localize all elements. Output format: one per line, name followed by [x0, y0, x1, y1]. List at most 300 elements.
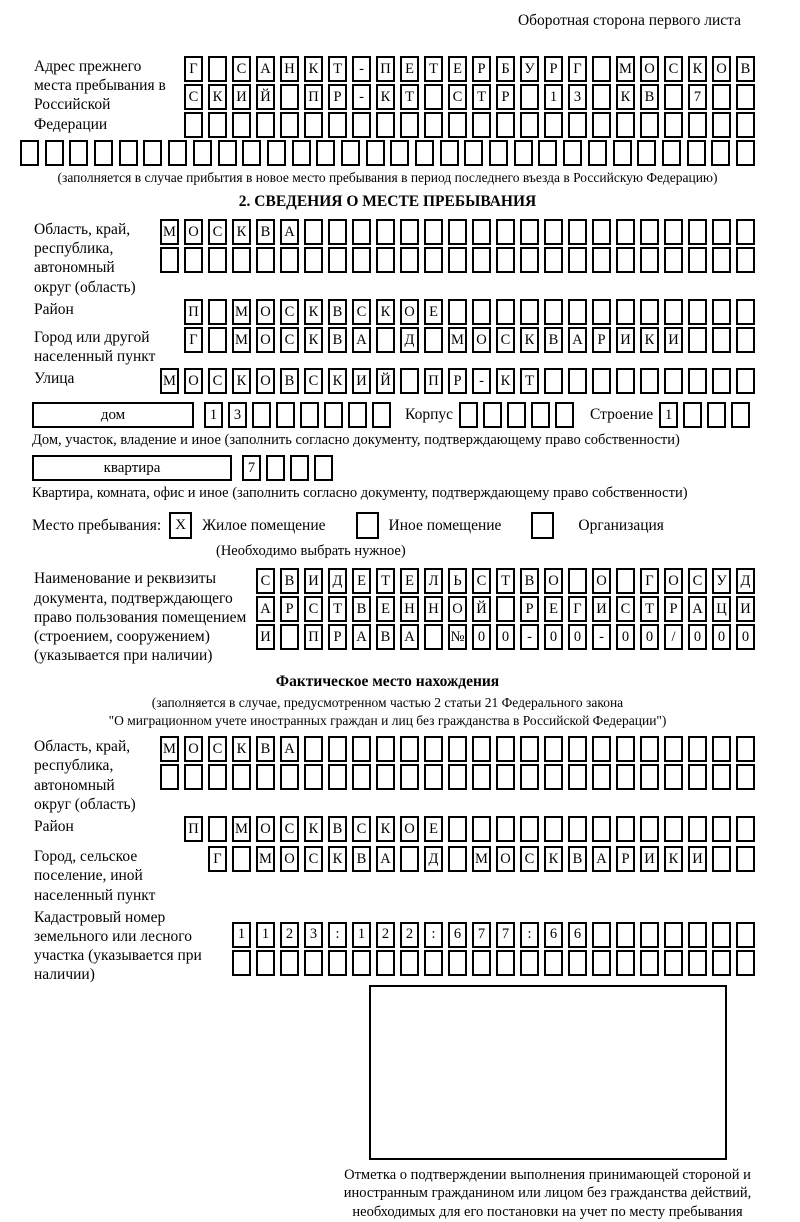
- char-cell: И: [256, 624, 275, 650]
- char-cell: 0: [640, 624, 659, 650]
- char-cell: [390, 140, 409, 166]
- char-row: [160, 219, 755, 245]
- char-cell: П: [304, 84, 323, 110]
- stamp-box: [369, 985, 727, 1160]
- house-row: [20, 402, 755, 428]
- char-cell: [400, 112, 419, 138]
- house-number-row: [204, 402, 391, 428]
- char-cell: [544, 764, 563, 790]
- char-cell: [400, 764, 419, 790]
- char-cell: К: [328, 846, 347, 872]
- char-row: [184, 112, 755, 138]
- char-cell: А: [592, 846, 611, 872]
- char-cell: В: [736, 56, 755, 82]
- char-cell: [538, 140, 557, 166]
- char-cell: 0: [568, 624, 587, 650]
- char-cell: К: [688, 56, 707, 82]
- char-cell: [568, 219, 587, 245]
- char-cell: [736, 950, 755, 976]
- char-cell: И: [688, 846, 707, 872]
- char-cell: [520, 764, 539, 790]
- char-cell: О: [712, 56, 731, 82]
- char-cell: О: [472, 327, 491, 353]
- char-cell: В: [256, 736, 275, 762]
- char-cell: [256, 764, 275, 790]
- char-cell: П: [184, 299, 203, 325]
- char-cell: С: [352, 299, 371, 325]
- char-cell: [376, 950, 395, 976]
- char-cell: [736, 368, 755, 394]
- char-cell: 7: [242, 455, 261, 481]
- char-cell: [568, 816, 587, 842]
- char-cell: [544, 112, 563, 138]
- char-cell: [208, 247, 227, 273]
- char-cell: [664, 247, 683, 273]
- char-cell: [304, 764, 323, 790]
- char-cell: [424, 736, 443, 762]
- char-cell: А: [256, 56, 275, 82]
- char-cell: [712, 764, 731, 790]
- char-cell: [376, 247, 395, 273]
- char-cell: В: [328, 816, 347, 842]
- char-cell: [328, 247, 347, 273]
- char-cell: [483, 402, 502, 428]
- char-cell: [352, 219, 371, 245]
- apartment-row: [20, 455, 755, 481]
- residential-checkbox: X: [169, 512, 192, 539]
- char-cell: [568, 368, 587, 394]
- char-cell: 6: [544, 922, 563, 948]
- char-cell: Р: [328, 84, 347, 110]
- char-cell: [736, 84, 755, 110]
- char-cell: О: [256, 368, 275, 394]
- char-cell: [688, 299, 707, 325]
- char-cell: [119, 140, 138, 166]
- char-cell: [448, 950, 467, 976]
- char-cell: С: [448, 84, 467, 110]
- char-cell: Д: [400, 327, 419, 353]
- char-cell: [448, 219, 467, 245]
- char-cell: /: [664, 624, 683, 650]
- char-cell: С: [520, 846, 539, 872]
- char-cell: В: [544, 327, 563, 353]
- char-cell: П: [304, 624, 323, 650]
- char-cell: [218, 140, 237, 166]
- char-cell: [736, 922, 755, 948]
- char-cell: [531, 402, 550, 428]
- char-cell: [568, 736, 587, 762]
- char-cell: [688, 112, 707, 138]
- char-cell: И: [640, 846, 659, 872]
- char-cell: А: [280, 736, 299, 762]
- char-cell: И: [352, 368, 371, 394]
- char-cell: [424, 764, 443, 790]
- char-cell: [496, 764, 515, 790]
- char-cell: И: [736, 596, 755, 622]
- char-cell: [400, 368, 419, 394]
- char-cell: [208, 299, 227, 325]
- char-cell: -: [352, 84, 371, 110]
- char-cell: Г: [568, 56, 587, 82]
- char-cell: [520, 950, 539, 976]
- char-cell: [640, 299, 659, 325]
- char-cell: [324, 402, 343, 428]
- char-cell: Т: [640, 596, 659, 622]
- char-cell: [400, 950, 419, 976]
- char-cell: [184, 247, 203, 273]
- char-cell: Г: [208, 846, 227, 872]
- char-cell: С: [304, 596, 323, 622]
- char-cell: [400, 219, 419, 245]
- char-cell: О: [664, 568, 683, 594]
- char-cell: [592, 816, 611, 842]
- char-cell: [592, 764, 611, 790]
- char-cell: Т: [328, 56, 347, 82]
- char-cell: [448, 816, 467, 842]
- char-cell: [304, 950, 323, 976]
- char-cell: [592, 299, 611, 325]
- char-cell: [520, 299, 539, 325]
- char-cell: Н: [280, 56, 299, 82]
- char-cell: [256, 247, 275, 273]
- char-cell: [683, 402, 702, 428]
- char-cell: [712, 219, 731, 245]
- stroenie-label: Строение: [590, 406, 654, 424]
- char-cell: [292, 140, 311, 166]
- char-cell: О: [184, 368, 203, 394]
- char-cell: [496, 596, 515, 622]
- char-cell: [472, 112, 491, 138]
- char-cell: О: [544, 568, 563, 594]
- char-cell: [520, 84, 539, 110]
- char-row: [184, 327, 755, 353]
- char-cell: [616, 219, 635, 245]
- char-cell: [143, 140, 162, 166]
- char-cell: Д: [328, 568, 347, 594]
- char-cell: [640, 922, 659, 948]
- char-row: [256, 568, 755, 594]
- char-cell: [280, 84, 299, 110]
- char-cell: М: [616, 56, 635, 82]
- char-cell: А: [280, 219, 299, 245]
- char-row: [160, 247, 755, 273]
- char-cell: О: [592, 568, 611, 594]
- char-cell: [592, 736, 611, 762]
- char-cell: [520, 219, 539, 245]
- char-cell: [712, 299, 731, 325]
- char-cell: [568, 764, 587, 790]
- char-cell: [616, 247, 635, 273]
- char-cell: [712, 846, 731, 872]
- char-cell: С: [472, 568, 491, 594]
- actual-location-title: Фактическое место нахождения: [275, 673, 500, 691]
- char-cell: М: [472, 846, 491, 872]
- char-cell: [736, 736, 755, 762]
- char-cell: Р: [664, 596, 683, 622]
- char-cell: [400, 247, 419, 273]
- char-cell: [688, 816, 707, 842]
- char-cell: Р: [328, 624, 347, 650]
- other-premises-checkbox: [356, 512, 379, 539]
- char-cell: [472, 736, 491, 762]
- char-cell: [304, 219, 323, 245]
- char-cell: [712, 247, 731, 273]
- char-cell: С: [496, 327, 515, 353]
- char-cell: 3: [228, 402, 247, 428]
- char-cell: [208, 327, 227, 353]
- char-cell: [544, 368, 563, 394]
- char-cell: 3: [304, 922, 323, 948]
- char-cell: [464, 140, 483, 166]
- char-cell: В: [352, 596, 371, 622]
- char-cell: С: [352, 816, 371, 842]
- cadastral-block: [20, 907, 755, 985]
- char-cell: Т: [472, 84, 491, 110]
- char-cell: [208, 764, 227, 790]
- char-cell: В: [520, 568, 539, 594]
- char-cell: О: [496, 846, 515, 872]
- char-cell: А: [688, 596, 707, 622]
- char-cell: Й: [376, 368, 395, 394]
- char-cell: [352, 112, 371, 138]
- char-cell: [328, 219, 347, 245]
- char-cell: [280, 624, 299, 650]
- char-cell: [616, 816, 635, 842]
- char-cell: [662, 140, 681, 166]
- region-label: Область, край, республика, автономный округ (область): [34, 220, 136, 296]
- char-cell: 0: [472, 624, 491, 650]
- char-cell: 2: [376, 922, 395, 948]
- char-cell: К: [304, 816, 323, 842]
- district-block: [20, 299, 755, 325]
- char-cell: [472, 816, 491, 842]
- char-cell: [592, 368, 611, 394]
- char-cell: [328, 736, 347, 762]
- char-cell: [712, 84, 731, 110]
- char-cell: [688, 950, 707, 976]
- char-cell: 2: [400, 922, 419, 948]
- char-cell: В: [280, 368, 299, 394]
- char-cell: С: [280, 327, 299, 353]
- char-row: [160, 368, 755, 394]
- char-cell: Ц: [712, 596, 731, 622]
- char-cell: [424, 247, 443, 273]
- char-row: [184, 56, 755, 82]
- char-cell: [496, 247, 515, 273]
- char-cell: Г: [568, 596, 587, 622]
- char-cell: [184, 112, 203, 138]
- char-row: [160, 736, 755, 762]
- char-cell: [448, 846, 467, 872]
- char-cell: О: [400, 816, 419, 842]
- char-cell: [316, 140, 335, 166]
- char-cell: [640, 368, 659, 394]
- char-cell: [424, 84, 443, 110]
- char-row: [160, 764, 755, 790]
- char-cell: [160, 247, 179, 273]
- char-cell: [731, 402, 750, 428]
- char-cell: М: [232, 327, 251, 353]
- char-cell: Е: [400, 568, 419, 594]
- char-cell: К: [640, 327, 659, 353]
- char-cell: [592, 922, 611, 948]
- char-cell: К: [208, 84, 227, 110]
- char-cell: Б: [496, 56, 515, 82]
- char-cell: [640, 950, 659, 976]
- char-cell: [448, 764, 467, 790]
- char-cell: [376, 219, 395, 245]
- char-row: [208, 846, 755, 872]
- char-cell: [712, 368, 731, 394]
- char-cell: И: [592, 596, 611, 622]
- char-cell: М: [256, 846, 275, 872]
- prev-address-block: [20, 56, 755, 138]
- char-cell: [664, 764, 683, 790]
- stroenie-row: [659, 402, 750, 428]
- char-cell: [168, 140, 187, 166]
- organization-checkbox: [531, 512, 554, 539]
- char-cell: 1: [352, 922, 371, 948]
- char-cell: К: [376, 299, 395, 325]
- char-cell: К: [496, 368, 515, 394]
- korpus-row: [459, 402, 574, 428]
- char-cell: [520, 247, 539, 273]
- char-cell: [664, 112, 683, 138]
- char-cell: 2: [280, 922, 299, 948]
- char-cell: К: [664, 846, 683, 872]
- char-cell: [688, 764, 707, 790]
- char-cell: Г: [640, 568, 659, 594]
- char-cell: [736, 140, 755, 166]
- char-cell: К: [376, 84, 395, 110]
- char-cell: [544, 950, 563, 976]
- char-cell: [266, 455, 285, 481]
- char-cell: [712, 816, 731, 842]
- char-cell: 0: [736, 624, 755, 650]
- char-cell: [496, 736, 515, 762]
- street-label: Улица: [34, 370, 75, 388]
- char-cell: [352, 736, 371, 762]
- char-cell: [448, 112, 467, 138]
- char-cell: [208, 816, 227, 842]
- char-cell: [400, 846, 419, 872]
- stay-type-caption: (Необходимо выбрать нужное): [216, 543, 406, 560]
- char-cell: [664, 368, 683, 394]
- char-cell: О: [400, 299, 419, 325]
- char-cell: [616, 299, 635, 325]
- char-row: [184, 816, 755, 842]
- document-block: [20, 568, 755, 665]
- char-cell: О: [256, 327, 275, 353]
- char-cell: :: [328, 922, 347, 948]
- char-cell: [252, 402, 271, 428]
- char-cell: М: [160, 219, 179, 245]
- city-label: Город или другой населенный пункт: [34, 328, 156, 365]
- apartment-number-row: [242, 455, 333, 481]
- char-cell: [568, 112, 587, 138]
- actual-city-label: Город, сельское поселение, иной населенный пункт: [34, 848, 156, 904]
- char-cell: [568, 299, 587, 325]
- char-cell: О: [184, 219, 203, 245]
- char-cell: Т: [400, 84, 419, 110]
- char-cell: С: [232, 56, 251, 82]
- document-cells: [256, 568, 755, 650]
- char-cell: Т: [424, 56, 443, 82]
- char-cell: И: [232, 84, 251, 110]
- char-cell: Г: [184, 327, 203, 353]
- char-cell: [496, 816, 515, 842]
- char-cell: [472, 764, 491, 790]
- char-cell: [687, 140, 706, 166]
- char-cell: 1: [256, 922, 275, 948]
- char-cell: [352, 247, 371, 273]
- char-cell: [544, 247, 563, 273]
- char-cell: [424, 624, 443, 650]
- char-cell: [520, 112, 539, 138]
- street-cells: [160, 368, 755, 394]
- region-block: [20, 219, 755, 297]
- char-cell: [711, 140, 730, 166]
- char-cell: С: [208, 368, 227, 394]
- char-cell: А: [400, 624, 419, 650]
- char-cell: К: [304, 299, 323, 325]
- char-cell: С: [208, 736, 227, 762]
- char-cell: О: [448, 596, 467, 622]
- char-cell: К: [616, 84, 635, 110]
- char-cell: [280, 112, 299, 138]
- char-cell: Л: [424, 568, 443, 594]
- char-cell: К: [232, 219, 251, 245]
- char-cell: [232, 247, 251, 273]
- char-row: [232, 922, 755, 948]
- char-cell: [664, 84, 683, 110]
- char-cell: Н: [400, 596, 419, 622]
- char-cell: [376, 327, 395, 353]
- char-cell: [280, 247, 299, 273]
- char-cell: [208, 112, 227, 138]
- char-cell: К: [544, 846, 563, 872]
- char-cell: [276, 402, 295, 428]
- char-cell: [328, 112, 347, 138]
- char-cell: Е: [544, 596, 563, 622]
- char-cell: В: [568, 846, 587, 872]
- char-cell: В: [280, 568, 299, 594]
- actual-district-block: [20, 816, 755, 842]
- char-cell: [448, 736, 467, 762]
- char-cell: [544, 299, 563, 325]
- char-cell: [616, 922, 635, 948]
- char-cell: [688, 736, 707, 762]
- char-cell: А: [568, 327, 587, 353]
- actual-city-block: [20, 846, 755, 905]
- char-cell: П: [424, 368, 443, 394]
- char-cell: Р: [520, 596, 539, 622]
- char-cell: С: [304, 368, 323, 394]
- char-cell: [328, 950, 347, 976]
- char-cell: Р: [472, 56, 491, 82]
- char-cell: М: [232, 816, 251, 842]
- char-cell: [640, 816, 659, 842]
- char-cell: Г: [184, 56, 203, 82]
- char-cell: [496, 112, 515, 138]
- char-cell: [242, 140, 261, 166]
- section2-title: 2. СВЕДЕНИЯ О МЕСТЕ ПРЕБЫВАНИЯ: [238, 192, 537, 210]
- char-cell: [440, 140, 459, 166]
- char-cell: И: [616, 327, 635, 353]
- char-cell: О: [256, 816, 275, 842]
- char-cell: [563, 140, 582, 166]
- char-cell: 1: [232, 922, 251, 948]
